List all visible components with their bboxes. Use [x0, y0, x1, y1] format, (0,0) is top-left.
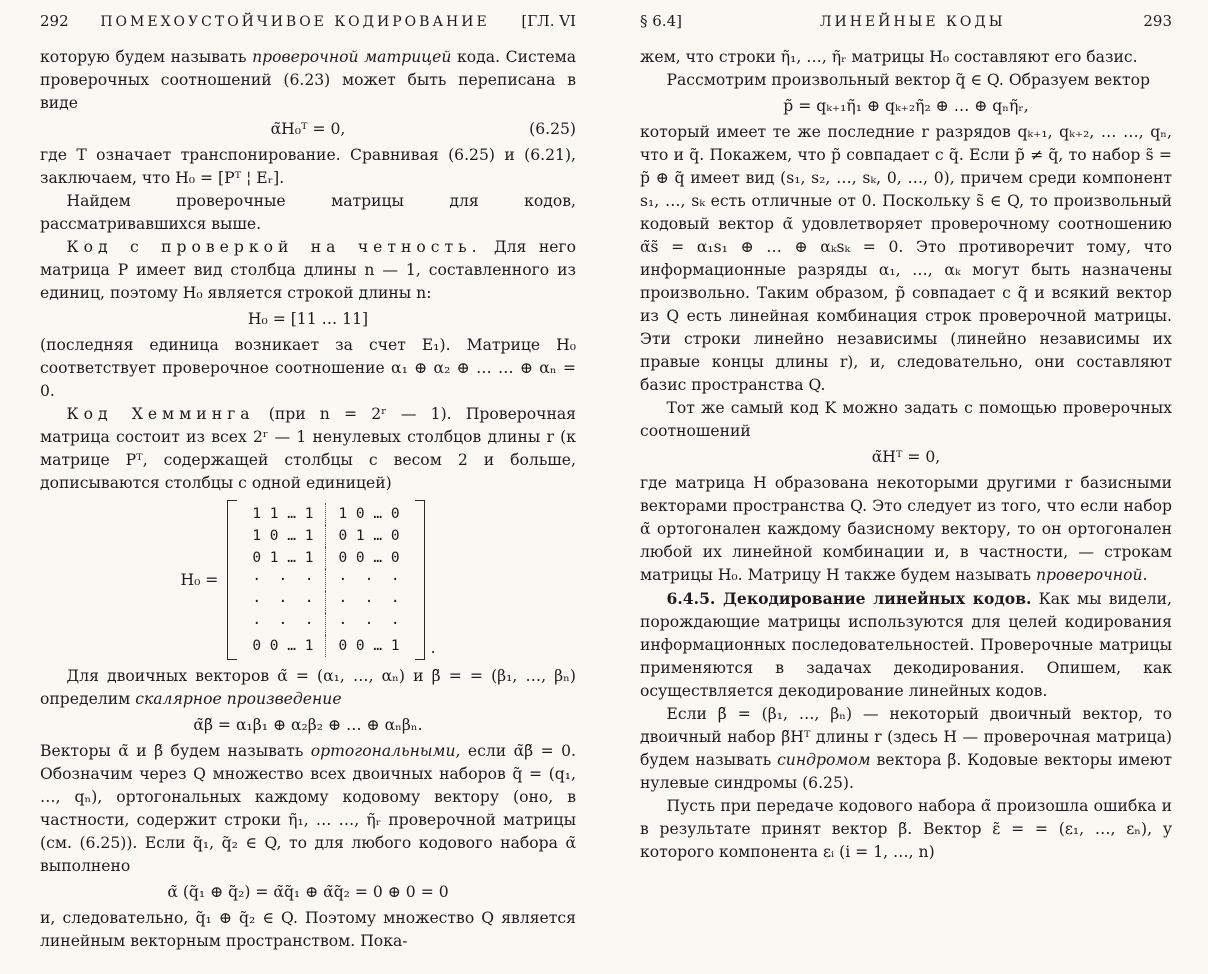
running-head-right — [640, 12, 1172, 30]
spaced-heading: Код Хемминга — [66, 405, 255, 423]
matrix-cell-left: · · · — [252, 594, 314, 610]
matrix-cell-right: 0 1 … 0 — [325, 525, 411, 547]
matrix-row-dots — [240, 569, 411, 591]
emphasized-term: синдромом — [777, 751, 871, 769]
emphasized-term: проверочной — [1036, 566, 1143, 584]
matrix-cell-left: · · · — [252, 572, 314, 588]
paragraph — [640, 703, 1172, 795]
matrix-cell-right: · · · — [325, 613, 411, 635]
page-number-left: 292 — [40, 12, 69, 30]
matrix-body — [240, 500, 411, 660]
formula-p-vector — [640, 95, 1172, 118]
matrix-cell-right: · · · — [325, 591, 411, 613]
paragraph-text: . — [1142, 566, 1148, 584]
paragraph-text: Для двоичных векторов α̃ = (α₁, …, αₙ) и β̃ = = (β₁, …, βₙ) определим — [40, 667, 576, 708]
matrix-cell-left: 1 0 … 1 — [252, 528, 314, 544]
running-title-left: ПОМЕХОУСТОЙЧИВОЕ КОДИРОВАНИЕ — [100, 14, 490, 30]
matrix-cell-left: 1 1 … 1 — [252, 506, 314, 522]
matrix-row — [240, 635, 411, 657]
matrix-bracket-left — [227, 500, 237, 660]
paragraph — [40, 46, 576, 115]
matrix-bracket-right — [415, 500, 425, 660]
paragraph: где T означает транспонирование. Сравнивая (6.25) и (6.21), заключаем, что H₀ = [Pᵀ ¦ Eᵣ]. — [40, 146, 576, 187]
running-head-left — [40, 12, 576, 30]
matrix-cell-right: · · · — [325, 569, 411, 591]
formula-orthogonality — [40, 881, 576, 904]
emphasized-term: ортогональными — [310, 742, 456, 760]
paragraph — [640, 472, 1172, 587]
formula-check-relation — [40, 118, 576, 141]
emphasized-term: проверочной матрицей — [252, 48, 452, 66]
paragraph — [40, 403, 576, 495]
matrix-period: . — [430, 639, 436, 657]
paragraph-text: которую будем называть — [40, 48, 253, 66]
paragraph-text: (при n = 2ʳ — 1). Проверочная матрица состоит из всех 2ʳ — 1 ненулевых столбцов длины r (к матрице Pᵀ, содержащей столбцы с весом 2 и больше, дописываются столбцы с одной единицей) — [40, 405, 577, 492]
text-column-left — [40, 46, 576, 953]
section-ref: § 6.4] — [640, 12, 682, 30]
running-title-right: ЛИНЕЙНЫЕ КОДЫ — [819, 14, 1006, 30]
paragraph-text: Для него матрица P имеет вид столбца длины n — 1, составленного из единиц, поэтому H₀ является строкой длины n: — [40, 238, 576, 302]
paragraph: Найдем проверочные матрицы для кодов, рассматривавшихся выше. — [40, 192, 576, 233]
spaced-heading: Код с проверкой на четность. — [66, 238, 482, 256]
chapter-ref: [ГЛ. VI — [521, 12, 576, 30]
paragraph: Пусть при передаче кодового набора α̃ произошла ошибка и в результате принят вектор β̃. Вектор ε̃ = = (ε₁, …, εₙ), у которого компонента εᵢ (i = 1, …, n) — [640, 797, 1172, 861]
matrix-cell-left: 0 1 … 1 — [252, 550, 314, 566]
paragraph: Рассмотрим произвольный вектор q̃ ∈ Q. Образуем вектор — [666, 71, 1151, 89]
paragraph-text: где матрица H образована некоторыми другими r базисными векторами пространства Q. Это следует из того, что если набор α̃ ортогонален каждому базисному вектору, то он ортогонален любой их линейной комбинации и, в частности, — строкам матрицы H₀. Матрицу H также будем называть — [640, 474, 1172, 584]
matrix-cell-right: 1 0 … 0 — [325, 503, 411, 525]
formula-body: α̃β̃ = α₁β₁ ⊕ α₂β₂ ⊕ … ⊕ αₙβₙ. — [193, 716, 423, 734]
page-number-right: 293 — [1143, 12, 1172, 30]
equation-number: (6.25) — [529, 120, 576, 138]
formula-body: α̃H₀ᵀ = 0, — [270, 120, 346, 138]
paragraph — [40, 740, 576, 878]
paragraph — [40, 236, 576, 305]
paragraph: и, следовательно, q̃₁ ⊕ q̃₂ ∈ Q. Поэтому множество Q является линейным векторным пространством. Пока- — [40, 909, 576, 950]
paragraph-text: Как мы видели, порождающие матрицы используются для целей кодирования информационных последовательностей. Проверочные матрицы применяются в задачах декодирования. Опишем, как осуществляется декодирование линейных кодов. — [640, 590, 1172, 700]
paragraph: который имеет те же последние r разрядов qₖ₊₁, qₖ₊₂, … …, qₙ, что и q̃. Покажем, что p̃ совпадает с q̃. Если p̃ ≠ q̃, то набор s̃ = p̃ ⊕ q̃ имеет вид (s₁, s₂, …, sₖ, 0, …, 0), причем среди компонент s₁, …, sₖ есть отличные от 0. Поскольку s̃ ∈ Q, то произвольный кодовый вектор α̃ удовлетворяет проверочному соотношению α̃s̃ = α₁s₁ ⊕ … ⊕ αₖsₖ = 0. Это противоречит тому, что информационные разряды α₁, …, αₖ могут быть назначены произвольно. Таким образом, p̃ совпадает с q̃ и всякий вектор из Q есть линейная комбинация строк проверочной матрицы. Эти строки линейно независимы (линейно независимы их правые концы длины r), и, следовательно, они составляют базис пространства Q. — [640, 123, 1172, 394]
paragraph: Тот же самый код K можно задать с помощью проверочных соотношений — [640, 399, 1172, 440]
paragraph — [40, 665, 576, 711]
paragraph: (последняя единица возникает за счет E₁). Матрице H₀ соответствует проверочное соотношение α₁ ⊕ α₂ ⊕ … … ⊕ αₙ = 0. — [40, 336, 576, 400]
paragraph-text: Если β̃ = (β₁, …, βₙ) — некоторый двоичный вектор, то двоичный набор β̃Hᵀ длины r (здесь H — проверочная матрица) будем называть — [640, 705, 1172, 769]
matrix-cell-right: 0 0 … 0 — [325, 547, 411, 569]
formula-scalar-product — [40, 714, 576, 737]
page-right — [604, 0, 1208, 974]
subsection-heading: 6.4.5. Декодирование линейных кодов. — [666, 589, 1032, 608]
paragraph-text: вектора β̃. Кодовые векторы имеют нулевые синдромы (6.25). — [640, 751, 1172, 792]
paragraph-text: , если α̃β̃ = 0. Обозначим через Q множество всех двоичных наборов q̃ = (q₁, …, qₙ), ортогональных каждому кодовому вектору (оно, в частности, содержит строки η̃₁, … …, η̃ᵣ проверочной матрицы (см. (6.25)). Если q̃₁, q̃₂ ∈ Q, то для любого кодового набора α̃ выполнено — [40, 742, 576, 875]
matrix-row — [240, 503, 411, 525]
formula-check-H — [640, 446, 1172, 469]
formula-body: p̃ = qₖ₊₁η̃₁ ⊕ qₖ₊₂η̃₂ ⊕ … ⊕ qₙη̃ᵣ, — [783, 97, 1029, 115]
formula-body: H₀ = [11 … 11] — [247, 310, 369, 328]
matrix-cell-left: · · · — [252, 616, 314, 632]
matrix-row — [240, 525, 411, 547]
matrix-row-dots — [240, 613, 411, 635]
matrix-label: H₀ = — [180, 570, 219, 589]
hamming-check-matrix — [40, 500, 576, 660]
paragraph-section-6-4-5 — [640, 587, 1172, 703]
matrix-cell-right: 0 0 … 1 — [325, 635, 411, 657]
formula-body: α̃ (q̃₁ ⊕ q̃₂) = α̃q̃₁ ⊕ α̃q̃₂ = 0 ⊕ 0 = 0 — [167, 883, 449, 901]
emphasized-term: скалярное произведение — [135, 690, 342, 708]
formula-body: α̃Hᵀ = 0, — [871, 448, 941, 466]
formula-parity-row — [40, 308, 576, 331]
paragraph-text: Векторы α̃ и β̃ будем называть — [40, 742, 311, 760]
matrix-row — [240, 547, 411, 569]
matrix-cell-left: 0 0 … 1 — [252, 638, 314, 654]
text-column-right — [640, 46, 1172, 864]
matrix-row-dots — [240, 591, 411, 613]
paragraph: жем, что строки η̃₁, …, η̃ᵣ матрицы H₀ составляют его базис. — [640, 48, 1138, 66]
paragraph-text: кода. Система проверочных соотношений (6.23) может быть переписана в виде — [40, 48, 576, 112]
